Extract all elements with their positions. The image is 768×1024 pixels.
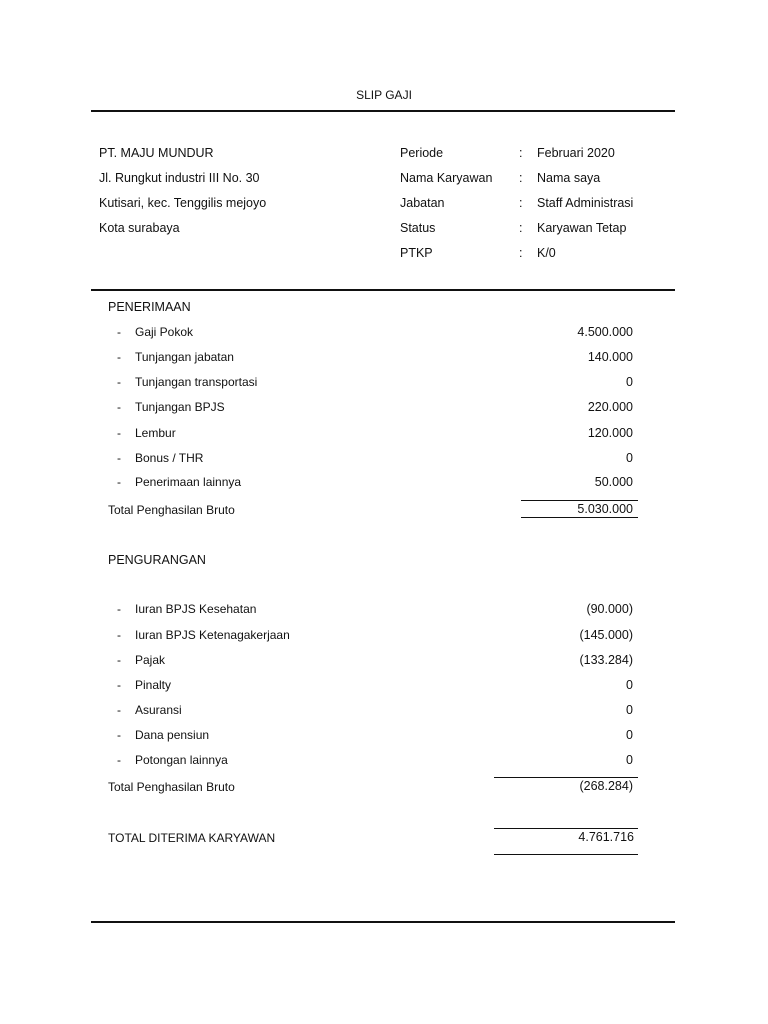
pengurangan-item-label: Dana pensiun — [135, 728, 210, 742]
employee-sep: : — [519, 196, 523, 210]
penerimaan-item-label: Penerimaan lainnya — [135, 475, 242, 489]
employee-sep: : — [519, 146, 523, 160]
penerimaan-heading: PENERIMAAN — [108, 300, 191, 314]
grand-total-underline — [494, 854, 638, 855]
pengurangan-subtotal-line — [494, 777, 638, 778]
list-bullet: - — [117, 375, 121, 389]
pengurangan-item-label: Asuransi — [135, 703, 182, 717]
pengurangan-item-amount: 0 — [626, 753, 633, 767]
pengurangan-heading: PENGURANGAN — [108, 553, 206, 567]
list-bullet: - — [117, 475, 121, 489]
penerimaan-item-label: Lembur — [135, 426, 176, 440]
penerimaan-item-amount: 50.000 — [594, 475, 633, 489]
penerimaan-item-amount: 0 — [626, 451, 633, 465]
penerimaan-item-label: Tunjangan BPJS — [135, 400, 225, 414]
list-bullet: - — [117, 703, 121, 717]
pengurangan-total-label: Total Penghasilan Bruto — [108, 780, 235, 794]
employee-sep: : — [519, 246, 523, 260]
penerimaan-total-label: Total Penghasilan Bruto — [108, 503, 235, 517]
bottom-divider — [91, 921, 675, 923]
employee-value-status: Karyawan Tetap — [537, 221, 627, 235]
employee-value-jabatan: Staff Administrasi — [537, 196, 634, 210]
employee-label-ptkp: PTKP — [400, 246, 433, 260]
pengurangan-item-amount: 0 — [626, 678, 633, 692]
penerimaan-item-amount: 4.500.000 — [577, 325, 633, 339]
pengurangan-item-amount: 0 — [626, 728, 633, 742]
pengurangan-item-label: Pajak — [135, 653, 166, 667]
list-bullet: - — [117, 753, 121, 767]
penerimaan-item-label: Bonus / THR — [135, 451, 204, 465]
employee-label-status: Status — [400, 221, 436, 235]
company-address-2: Kutisari, kec. Tenggilis mejoyo — [99, 196, 267, 210]
penerimaan-item-amount: 220.000 — [587, 400, 633, 414]
list-bullet: - — [117, 728, 121, 742]
pengurangan-item-label: Potongan lainnya — [135, 753, 228, 767]
pengurangan-item-amount: 0 — [626, 703, 633, 717]
grand-total-amount: 4.761.716 — [578, 830, 634, 844]
grand-total-topline — [494, 828, 638, 829]
company-address-1: Jl. Rungkut industri III No. 30 — [99, 171, 260, 185]
document-title: SLIP GAJI — [356, 88, 412, 102]
pengurangan-item-amount: (133.284) — [579, 653, 633, 667]
pengurangan-item-label: Pinalty — [135, 678, 172, 692]
employee-label-jabatan: Jabatan — [400, 196, 445, 210]
employee-label-nama: Nama Karyawan — [400, 171, 493, 185]
list-bullet: - — [117, 325, 121, 339]
employee-sep: : — [519, 171, 523, 185]
pengurangan-item-label: Iuran BPJS Kesehatan — [135, 602, 257, 616]
list-bullet: - — [117, 653, 121, 667]
penerimaan-item-amount: 120.000 — [587, 426, 633, 440]
penerimaan-subtotal-line — [521, 500, 638, 501]
pengurangan-total-amount: (268.284) — [579, 779, 633, 793]
penerimaan-item-label: Gaji Pokok — [135, 325, 194, 339]
penerimaan-total-amount: 5.030.000 — [577, 502, 633, 516]
list-bullet: - — [117, 602, 121, 616]
list-bullet: - — [117, 400, 121, 414]
employee-label-periode: Periode — [400, 146, 444, 160]
list-bullet: - — [117, 451, 121, 465]
penerimaan-item-amount: 140.000 — [587, 350, 633, 364]
company-name: PT. MAJU MUNDUR — [99, 146, 214, 160]
employee-value-ptkp: K/0 — [537, 246, 556, 260]
list-bullet: - — [117, 350, 121, 364]
penerimaan-item-label: Tunjangan transportasi — [135, 375, 258, 389]
employee-value-periode: Februari 2020 — [537, 146, 615, 160]
penerimaan-total-underline — [521, 517, 638, 518]
pengurangan-item-amount: (90.000) — [586, 602, 633, 616]
employee-value-nama: Nama saya — [537, 171, 601, 185]
grand-total-label: TOTAL DITERIMA KARYAWAN — [108, 831, 276, 845]
pengurangan-item-label: Iuran BPJS Ketenagakerjaan — [135, 628, 290, 642]
penerimaan-item-label: Tunjangan jabatan — [135, 350, 234, 364]
list-bullet: - — [117, 426, 121, 440]
list-bullet: - — [117, 678, 121, 692]
top-divider — [91, 110, 675, 112]
info-divider — [91, 289, 675, 291]
company-city: Kota surabaya — [99, 221, 180, 235]
employee-sep: : — [519, 221, 523, 235]
list-bullet: - — [117, 628, 121, 642]
pengurangan-item-amount: (145.000) — [579, 628, 633, 642]
penerimaan-item-amount: 0 — [626, 375, 633, 389]
